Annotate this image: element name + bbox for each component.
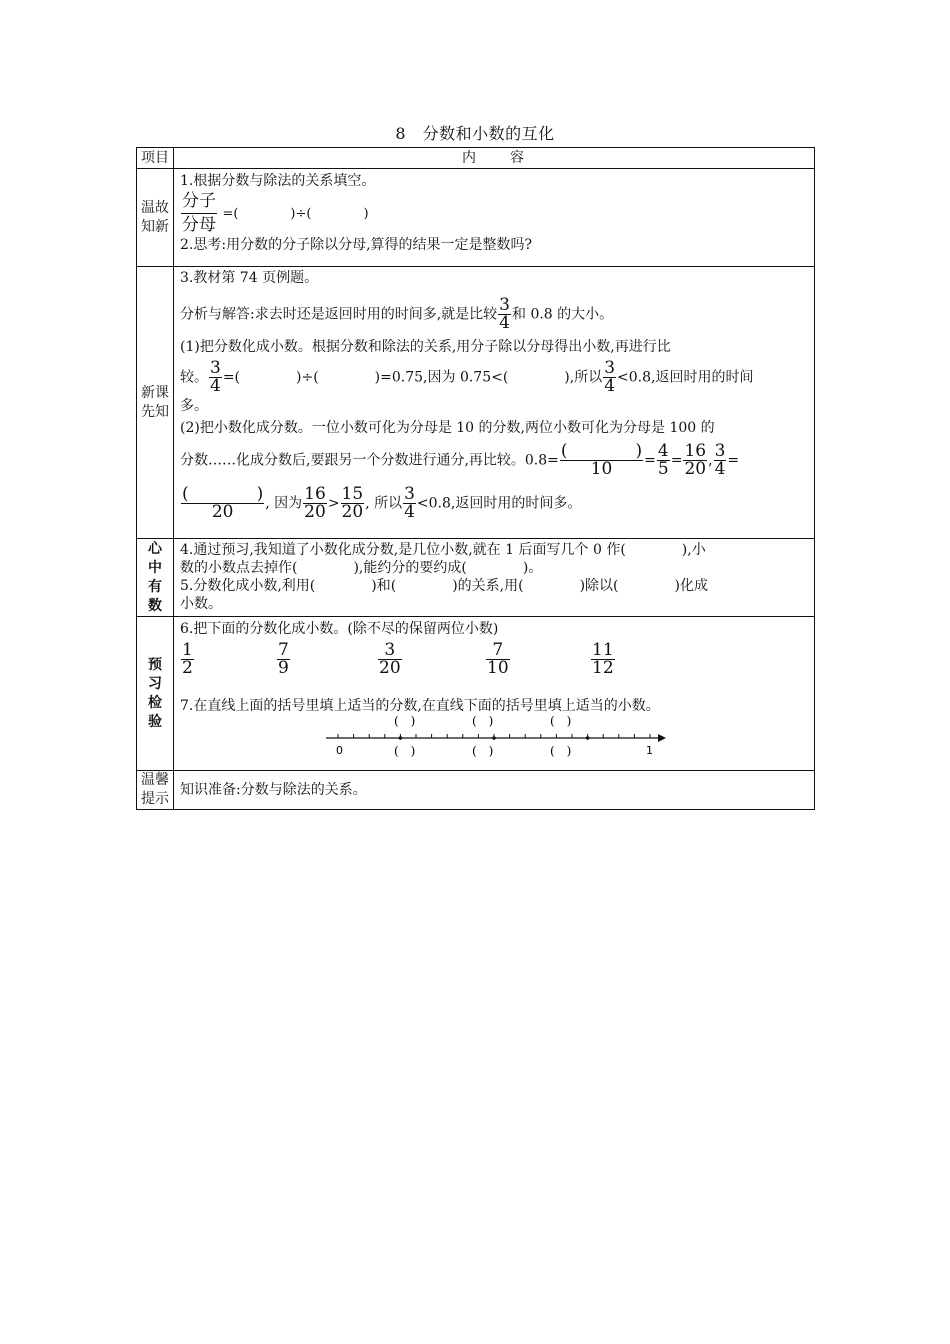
number-line-svg — [180, 716, 840, 760]
blank-above-1: ( ) — [394, 716, 416, 728]
question-6: 6.把下面的分数化成小数。(除不尽的保留两位小数) — [180, 621, 499, 637]
label-check: 预 习 检 验 — [137, 617, 174, 771]
fraction-7-9: $\frac{7}{9}$ — [278, 640, 289, 678]
axis-point — [586, 736, 590, 740]
number-line — [180, 716, 808, 770]
blank-below-1: ( ) — [394, 744, 416, 758]
label-mind: 心 中 有 数 — [137, 539, 174, 617]
label-tip: 温馨 提示 — [137, 771, 174, 810]
fraction-3-4: $\frac{3}{4}$ — [499, 295, 510, 333]
question-3: 3.教材第 74 页例题。 — [180, 270, 319, 286]
axis-point — [399, 736, 403, 740]
blank-above-2: ( ) — [472, 716, 494, 728]
question-7: 7.在直线上面的括号里填上适当的分数,在直线下面的括号里填上适当的小数。 — [180, 698, 660, 714]
fraction-numerator-denominator: $\frac{\text{分子}}{\text{分母}}$ — [182, 191, 216, 235]
axis-point — [492, 736, 496, 740]
fraction-16-20: $\frac{16}{20}$ — [304, 484, 326, 522]
blank-below-3: ( ) — [550, 744, 572, 758]
fill-blank-line[interactable]: =( )÷( )=0.75,因为 0.75<( ),所以 — [222, 369, 603, 386]
axis-arrow — [658, 734, 666, 742]
fraction-16-20: $\frac{16}{20}$ — [684, 441, 707, 479]
fraction-3-4: $\frac{3}{4}$ — [404, 484, 415, 522]
header-item: 项目 — [137, 148, 174, 169]
question-1: 1.根据分数与除法的关系填空。 — [180, 173, 376, 189]
question-4-line-1[interactable]: 4.通过预习,我知道了小数化成分数,是几位小数,就在 1 后面写几个 0 作( ),小 — [180, 542, 706, 558]
paragraph-1-end: 多。 — [180, 398, 208, 414]
question-5-line-1[interactable]: 5.分数化成小数,利用( )和( )的关系,用( )除以( )化成 — [180, 578, 708, 594]
new-lesson-content: 3.教材第 74 页例题。 分析与解答:求去时还是返回时用的时间多,就是比较 $\frac{3}{4}$ 和 0.8 的大小。 (1)把分数化成小数。根据分数和除法的关系,用分子除以分母得出小数,再进行比 较。 $\frac{3}{4}$ =( )÷( )=0.75,因为 0.75<( ),所以 $\frac{3}{4}$ <0.8,返回时用的时间 多。 (2)把小数化成分数。一位小数可化为分母是 10 的分数,两位小数可化为分母是 100 的 分数……化成分数后,要跟另一个分数进行通分,再比较。0.8= $\frac{( )}{10}$ = $\frac{4}{5}$ = $\frac{16}{20}$ , $\frac{3}{4}$ = $\frac{( )}{20}$ , 因为 $\frac{16}{20}$ > $\frac{15}{20}$ , 所以 $\frac{3}{4}$ <0.8,返回时用的时间多。 — [174, 267, 815, 539]
fraction-3-20: $\frac{3}{20}$ — [379, 640, 401, 678]
fill-blank-division[interactable]: =( )÷( ) — [222, 206, 369, 222]
tip-content: 知识准备:分数与除法的关系。 — [174, 771, 815, 810]
axis-label-start: 0 — [336, 744, 343, 757]
page-title: 8 分数和小数的互化 — [395, 124, 555, 143]
fraction-3-4: $\frac{3}{4}$ — [210, 358, 221, 396]
axis-label-end: 1 — [646, 744, 653, 757]
fraction-7-10: $\frac{7}{10}$ — [487, 640, 509, 678]
paragraph-2: (2)把小数化成分数。一位小数可化为分母是 10 的分数,两位小数可化为分母是 100 的 — [180, 420, 715, 436]
axis-ticks — [338, 734, 650, 740]
fraction-blank-20[interactable]: $\frac{( )}{20}$ — [182, 484, 264, 522]
fraction-15-20: $\frac{15}{20}$ — [341, 484, 364, 522]
mind-content — [174, 539, 815, 617]
fraction-3-4: $\frac{3}{4}$ — [604, 358, 616, 396]
fraction-1-2: $\frac{1}{2}$ — [182, 640, 193, 678]
blank-above-3: ( ) — [550, 716, 572, 728]
fraction-11-12: $\frac{11}{12}$ — [592, 640, 614, 678]
fraction-3-4: $\frac{3}{4}$ — [714, 441, 726, 479]
check-content — [174, 617, 815, 771]
paragraph-1: (1)把分数化成小数。根据分数和除法的关系,用分子除以分母得出小数,再进行比 — [180, 339, 671, 355]
worksheet-table — [136, 147, 815, 810]
review-content — [174, 169, 815, 267]
fraction-4-5: $\frac{4}{5}$ — [657, 441, 669, 479]
question-2: 2.思考:用分数的分子除以分母,算得的结果一定是整数吗? — [180, 237, 533, 253]
header-content: 内 容 — [174, 148, 815, 169]
fraction-blank-10[interactable]: $\frac{( )}{10}$ — [560, 441, 643, 479]
question-5-line-2: 小数。 — [180, 596, 222, 612]
question-4-line-2[interactable]: 数的小数点去掉作( ),能约分的要约成( )。 — [180, 560, 543, 576]
blank-below-2: ( ) — [472, 744, 494, 758]
label-review: 温故 知新 — [137, 169, 174, 267]
label-new-lesson: 新课 先知 — [137, 267, 174, 539]
